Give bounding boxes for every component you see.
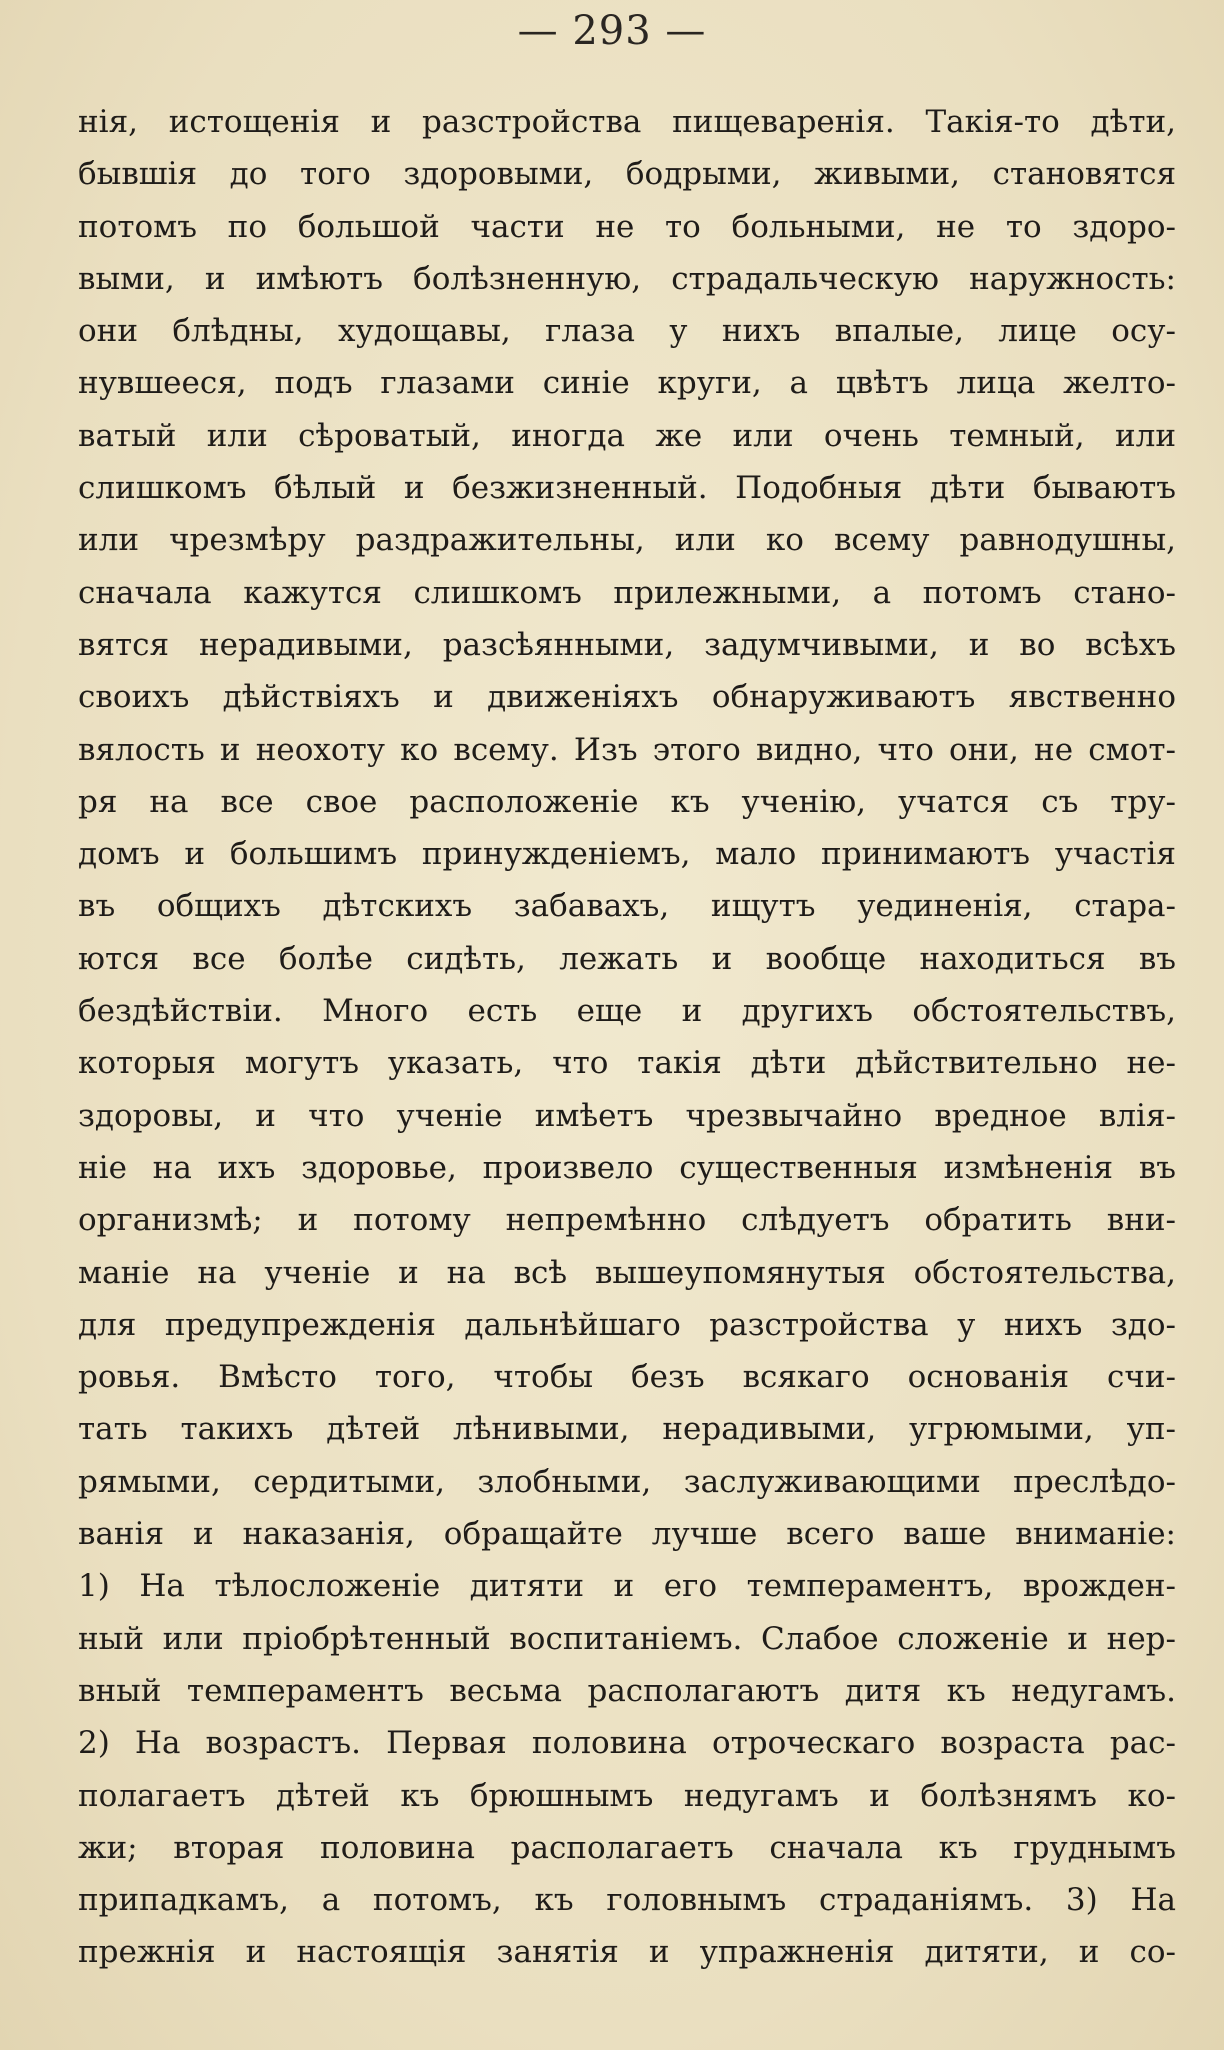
- text-line: они блѣдны, худощавы, глаза у нихъ впалые, лице осу-: [78, 313, 1176, 350]
- text-line: домъ и большимъ принужденіемъ, мало принимаютъ участія: [78, 836, 1176, 873]
- text-line: ются все болѣе сидѣть, лежать и вообще находиться въ: [78, 940, 1176, 977]
- text-line: полагаетъ дѣтей къ брюшнымъ недугамъ и болѣзнямъ ко-: [78, 1777, 1176, 1814]
- text-line: нувшееся, подъ глазами синіе круги, а цвѣтъ лица желто-: [78, 365, 1176, 402]
- text-line: вятся нерадивыми, разсѣянными, задумчивыми, и во всѣхъ: [78, 626, 1176, 663]
- text-line: для предупрежденія дальнѣйшаго разстройства у нихъ здо-: [78, 1306, 1176, 1343]
- text-line: организмѣ; и потому непремѣнно слѣдуетъ обратить вни-: [78, 1202, 1176, 1239]
- text-line: рямыми, сердитыми, злобными, заслуживающими преслѣдо-: [78, 1463, 1176, 1500]
- text-line: 1) На тѣлосложеніе дитяти и его темпераментъ, врожден-: [78, 1568, 1176, 1605]
- text-line: жи; вторая половина располагаетъ сначала къ груднымъ: [78, 1829, 1176, 1866]
- text-line: бездѣйствіи. Много есть еще и другихъ обстоятельствъ,: [78, 993, 1176, 1030]
- text-line: ный или пріобрѣтенный воспитаніемъ. Слабое сложеніе и нер-: [78, 1620, 1176, 1657]
- page-body-text: [78, 96, 1176, 1979]
- text-line: въ общихъ дѣтскихъ забавахъ, ищутъ уединенія, стара-: [78, 888, 1176, 925]
- text-line: прежнія и настоящія занятія и упражненія дитяти, и со-: [78, 1934, 1176, 1971]
- text-line: слишкомъ бѣлый и безжизненный. Подобныя дѣти бываютъ: [78, 470, 1176, 507]
- text-line: ровья. Вмѣсто того, чтобы безъ всякаго основанія счи-: [78, 1359, 1176, 1396]
- text-line: маніе на ученіе и на всѣ вышеупомянутыя обстоятельства,: [78, 1254, 1176, 1291]
- text-line: ватый или сѣроватый, иногда же или очень темный, или: [78, 417, 1176, 454]
- text-line: тать такихъ дѣтей лѣнивыми, нерадивыми, угрюмыми, уп-: [78, 1411, 1176, 1448]
- text-line: ря на все свое расположеніе къ ученію, учатся съ тру-: [78, 783, 1176, 820]
- text-line: бывшія до того здоровыми, бодрыми, живыми, становятся: [78, 156, 1176, 193]
- text-line: или чрезмѣру раздражительны, или ко всему равнодушны,: [78, 522, 1176, 559]
- page-number-header: — 293 —: [517, 8, 707, 54]
- text-line: припадкамъ, а потомъ, къ головнымъ страданіямъ. 3) На: [78, 1882, 1176, 1919]
- text-line: вный темпераментъ весьма располагаютъ дитя къ недугамъ.: [78, 1672, 1176, 1709]
- text-line: которыя могутъ указать, что такія дѣти дѣйствительно не-: [78, 1045, 1176, 1082]
- text-line: ніе на ихъ здоровье, произвело существенныя измѣненія въ: [78, 1149, 1176, 1186]
- text-line: своихъ дѣйствіяхъ и движеніяхъ обнаруживаютъ явственно: [78, 679, 1176, 716]
- text-line: нія, истощенія и разстройства пищеваренія. Такія-то дѣти,: [78, 104, 1176, 140]
- text-line: потомъ по большой части не то больными, не то здоро-: [78, 208, 1176, 245]
- text-line: ванія и наказанія, обращайте лучше всего ваше вниманіе:: [78, 1516, 1176, 1553]
- text-line: сначала кажутся слишкомъ прилежными, а потомъ стано-: [78, 574, 1176, 611]
- text-line: здоровы, и что ученіе имѣетъ чрезвычайно вредное влія-: [78, 1097, 1176, 1134]
- text-line: вялость и неохоту ко всему. Изъ этого видно, что они, не смот-: [78, 731, 1176, 768]
- text-line: выми, и имѣютъ болѣзненную, страдальческую наружность:: [78, 260, 1176, 297]
- text-line: 2) На возрастъ. Первая половина отроческаго возраста рас-: [78, 1725, 1176, 1762]
